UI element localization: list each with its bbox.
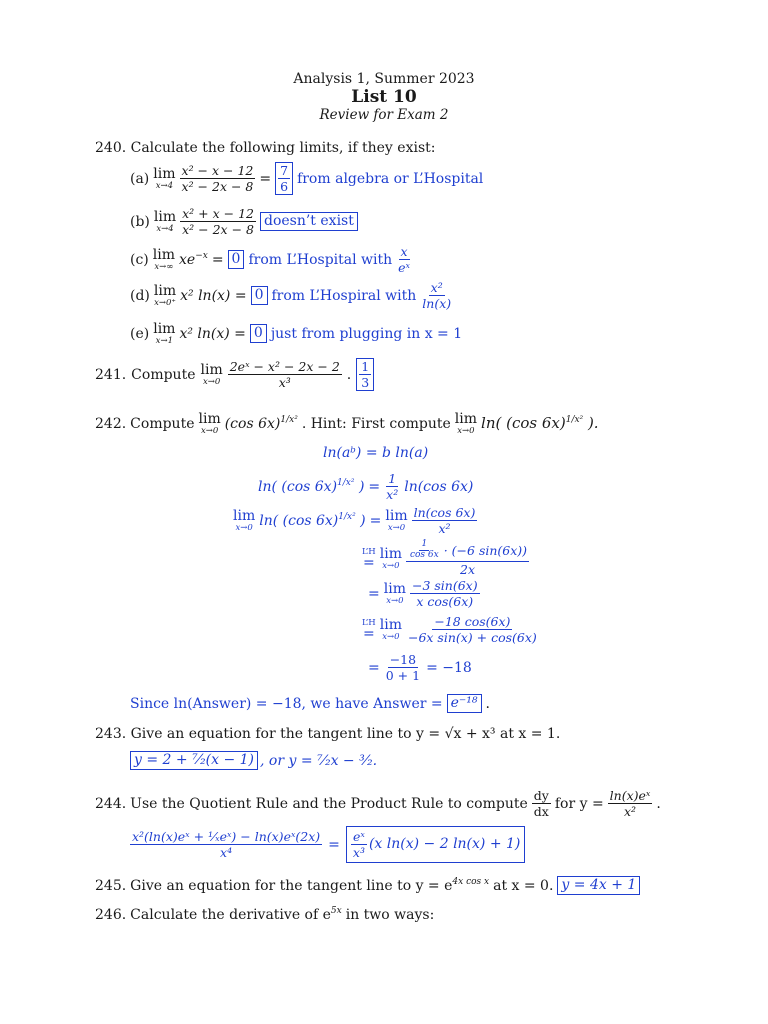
derivation-line-6: L’H = lim x→0 $\frac{-18 \cos(6x)}{\text{−6x sin(x) + cos(6x)}}$	[362, 614, 537, 645]
derivation-line-3: lim x→0 ln( (cos 6x)$^{1/x^2}$ ) = lim x→0 $\frac{\ln(\cos 6x)}{\text{x²}}$	[233, 505, 476, 536]
problem-number: 241.	[95, 366, 127, 383]
answer-box: 0	[251, 286, 268, 305]
problem-243-answer	[130, 751, 377, 770]
answer-note: from L’Hospital with	[248, 251, 393, 268]
problem-240-prompt	[95, 141, 435, 155]
item-label: (e)	[130, 325, 150, 342]
item-label: (d)	[130, 287, 150, 304]
derivation-line-4: L’H = lim x→0 $\frac{1}{\cos 6x}$ · (−6 sin(6x)) 2x	[362, 539, 528, 577]
problem-240a: (a) lim x→4 $\frac{\text{x² − x − 12}}{\text{x² − 2x − 8}}$ = $\frac{7}{6}$ from algebra or L’Hospital	[130, 163, 484, 194]
page-subtitle: Review for Exam 2	[319, 107, 449, 123]
note-fraction: $\frac{x}{\text{eˣ}}$	[398, 244, 410, 275]
answer-box: 0	[250, 324, 267, 343]
limit-fraction: $\frac{\text{2eˣ − x² − 2x − 2}}{\text{x³}}$	[229, 359, 340, 390]
problem-text: Use the Quotient Rule and the Product Rule to compute	[130, 795, 528, 812]
derivation-line-7: = $\frac{-18}{0 + 1}$ = −18	[368, 652, 472, 683]
problem-245: 245. Give an equation for the tangent line to $y = e^{4x cos x}$ at x = 0. y = 4x + 1	[95, 876, 640, 895]
answer-box: doesn’t exist	[260, 212, 358, 231]
problem-240e: (e) lim x→1 x² ln(x) = 0 just from plugging in x = 1	[130, 321, 463, 346]
problem-text: Compute	[130, 415, 195, 432]
limit-operator: lim x→4	[153, 208, 177, 234]
problem-240c: (c) lim x→∞ $xe^{-x}$ = 0 from L’Hospital with $\frac{x}{\text{eˣ}}$	[130, 244, 410, 275]
note-fraction: $\frac{\text{x²}}{\ln(x)}$	[422, 280, 452, 311]
problem-text: Compute	[131, 366, 196, 383]
problem-244-answer: $\frac{\text{x²(ln(x)eˣ + ¹⁄ₓeˣ) − ln(x)eˣ(2x)}}{\text{x⁴}}$ = $\frac{\text{eˣ}}{\text{x³}}$ (x ln(x) − 2 ln(x) + 1)	[130, 826, 525, 863]
item-label: (b)	[130, 213, 150, 230]
answer-box: $\frac{1}{3}$	[356, 358, 374, 391]
problem-number: 240.	[95, 140, 127, 156]
problem-242-prompt: 242. Compute lim x→0 (cos 6x)$^{1/x^2}$ . Hint: First compute lim x→0 ln( (cos 6x)$^{1/x^2}$ ).	[95, 411, 599, 436]
item-label: (a)	[130, 170, 150, 187]
limit-operator: lim x→0⁺	[153, 282, 177, 308]
problem-number: 246.	[95, 907, 127, 923]
answer-box: e⁻¹⁸	[447, 694, 482, 713]
answer-alt: , or y = ⁷⁄₂x − ³⁄₂.	[260, 752, 378, 769]
answer-box: 0	[228, 250, 245, 269]
answer-note: from algebra or L’Hospital	[297, 170, 484, 187]
derivation-line-5: = lim x→0 $\frac{-3 \sin(6x)}{\text{x cos(6x)}}$	[368, 578, 478, 609]
limit-fraction: $\frac{\text{x² − x − 12}}{\text{x² − 2x − 8}}$	[181, 163, 254, 194]
derivation-line-2: ln( (cos 6x)$^{1/x^2}$ ) = $\frac{1}{\text{x²}}$ ln(cos 6x)	[258, 471, 474, 502]
problem-240d: (d) lim x→0⁺ x² ln(x) = 0 from L’Hospiral with $\frac{\text{x²}}{\ln(x)}$	[130, 280, 452, 311]
problem-244-prompt: 244. Use the Quotient Rule and the Product Rule to compute $\frac{dy}{dx}$ for y = $\frac{\text{ln(x)eˣ}}{\text{x²}}$ .	[95, 788, 661, 819]
problem-text: Give an equation for the tangent line to y = √x + x³ at x = 1.	[130, 726, 561, 742]
log-rule: ln(aᵇ) = b ln(a)	[323, 445, 429, 461]
limit-operator: lim x→1	[153, 321, 176, 346]
limit-operator: lim x→0	[200, 361, 223, 387]
answer-box: y = 2 + ⁷⁄₂(x − 1)	[130, 751, 258, 770]
course-title: Analysis 1, Summer 2023	[293, 71, 475, 87]
page-title: List 10	[351, 87, 417, 107]
problem-240b	[130, 206, 358, 237]
answer-box: $\frac{\text{eˣ}}{\text{x³}}$ (x ln(x) − 2 ln(x) + 1)	[346, 826, 526, 863]
problem-242-conclusion: Since ln(Answer) = −18, we have Answer = e⁻¹⁸ .	[130, 695, 490, 712]
problem-number: 244.	[95, 795, 127, 812]
problem-number: 243.	[95, 726, 127, 742]
problem-number: 242.	[95, 415, 127, 432]
problem-number: 245.	[95, 877, 127, 894]
problem-246: 246. Calculate the derivative of $e^{5x}$ in two ways:	[95, 906, 435, 923]
problem-241: 241. Compute lim x→0 $\frac{\text{2eˣ − x² − 2x − 2}}{\text{x³}}$ . $\frac{1}{3}$	[95, 358, 374, 391]
answer-note: from L’Hospiral with	[271, 287, 417, 304]
answer-box: $\frac{7}{6}$	[275, 162, 293, 195]
answer-note: just from plugging in x = 1	[270, 325, 463, 342]
answer-box: y = 4x + 1	[557, 876, 640, 895]
limit-fraction: $\frac{\text{x² + x − 12}}{\text{x² − 2x − 8}}$	[182, 206, 254, 237]
limit-operator: lim x→∞	[152, 246, 175, 272]
problem-243-prompt	[95, 727, 560, 741]
limit-operator: lim x→4	[153, 165, 176, 191]
problem-text: Calculate the following limits, if they exist:	[130, 140, 436, 156]
item-label: (c)	[130, 251, 149, 268]
